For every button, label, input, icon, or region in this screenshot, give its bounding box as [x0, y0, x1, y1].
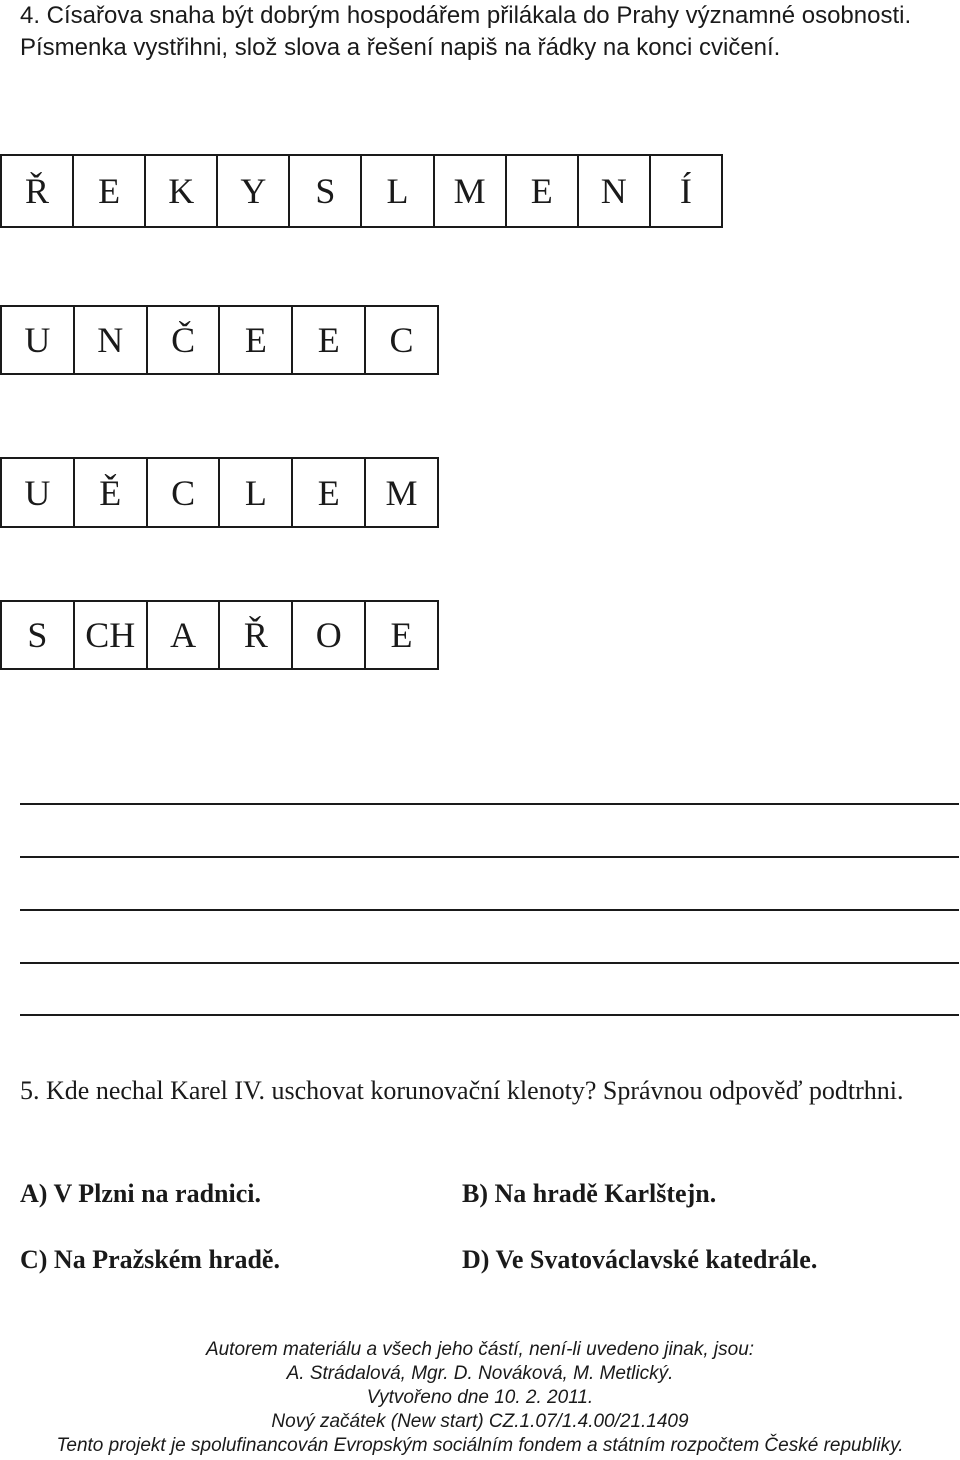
footer-authors: A. Strádalová, Mgr. D. Nováková, M. Metlický.	[286, 1363, 674, 1384]
letter-cell[interactable]: O	[291, 602, 364, 668]
letter-cell[interactable]: U	[24, 320, 51, 360]
letter-row-1	[0, 154, 723, 228]
answer-option-d[interactable]: D) Ve Svatováclavské katedrále.	[462, 1245, 818, 1274]
footer-project-code: Nový začátek (New start) CZ.1.07/1.4.00/21.1409	[271, 1411, 689, 1432]
letter-cell[interactable]: N	[577, 156, 649, 226]
letter-cell[interactable]: Ř	[25, 171, 50, 211]
letter-cell[interactable]: S	[27, 615, 48, 655]
letter-row-4	[0, 600, 439, 670]
letter-cell[interactable]: U	[24, 472, 51, 513]
letter-cell[interactable]: E	[364, 602, 437, 668]
footer-authors-intro: Autorem materiálu a všech jeho částí, není-li uvedeno jinak, jsou:	[205, 1339, 755, 1360]
answer-line-3[interactable]	[20, 909, 959, 911]
task-5-question: 5. Kde nechal Karel IV. uschovat korunovační klenoty? Správnou odpověď podtrhni.	[20, 1076, 904, 1105]
answer-option-a[interactable]: A) V Plzni na radnici.	[20, 1179, 262, 1208]
letter-cell[interactable]: K	[144, 156, 216, 226]
footer-created-date: Vytvořeno dne 10. 2. 2011.	[366, 1387, 594, 1408]
footer-credits	[0, 1338, 960, 1458]
letter-cell[interactable]: L	[360, 156, 432, 226]
letter-cell[interactable]: C	[364, 307, 437, 373]
letter-cell[interactable]: C	[146, 459, 219, 526]
footer-funding-note: Tento projekt je spolufinancován Evropským sociálním fondem a státním rozpočtem České republiky.	[56, 1435, 904, 1456]
letter-cell[interactable]: M	[433, 156, 505, 226]
letter-cell[interactable]: CH	[73, 602, 146, 668]
letter-cell[interactable]: M	[364, 459, 437, 526]
letter-cell[interactable]: Y	[216, 156, 288, 226]
letter-cell[interactable]: E	[291, 459, 364, 526]
letter-cell[interactable]: A	[146, 602, 219, 668]
letter-cell[interactable]: Ř	[218, 602, 291, 668]
letter-cell[interactable]: E	[505, 156, 577, 226]
letter-cell[interactable]: S	[288, 156, 360, 226]
letter-cell[interactable]: Č	[146, 307, 219, 373]
letter-cell[interactable]: E	[218, 307, 291, 373]
letter-cell[interactable]: N	[73, 307, 146, 373]
answer-line-4[interactable]	[20, 962, 959, 964]
letter-row-3	[0, 457, 439, 528]
answer-line-5[interactable]	[20, 1014, 959, 1016]
task-4-instruction: 4. Císařova snaha být dobrým hospodářem přilákala do Prahy významné osobnosti. Písmenka vystřihni, slož slova a řešení napiš na řádky na konci cvičení.	[20, 2, 912, 61]
answer-line-1[interactable]	[20, 803, 959, 805]
letter-row-2	[0, 305, 439, 375]
letter-cell[interactable]: L	[218, 459, 291, 526]
letter-cell[interactable]: Ě	[73, 459, 146, 526]
answer-line-2[interactable]	[20, 856, 959, 858]
letter-cell[interactable]: E	[72, 156, 144, 226]
letter-cell[interactable]: Í	[649, 156, 721, 226]
answer-option-b[interactable]: B) Na hradě Karlštejn.	[462, 1179, 717, 1208]
letter-cell[interactable]: E	[291, 307, 364, 373]
answer-option-c[interactable]: C) Na Pražském hradě.	[20, 1245, 280, 1274]
